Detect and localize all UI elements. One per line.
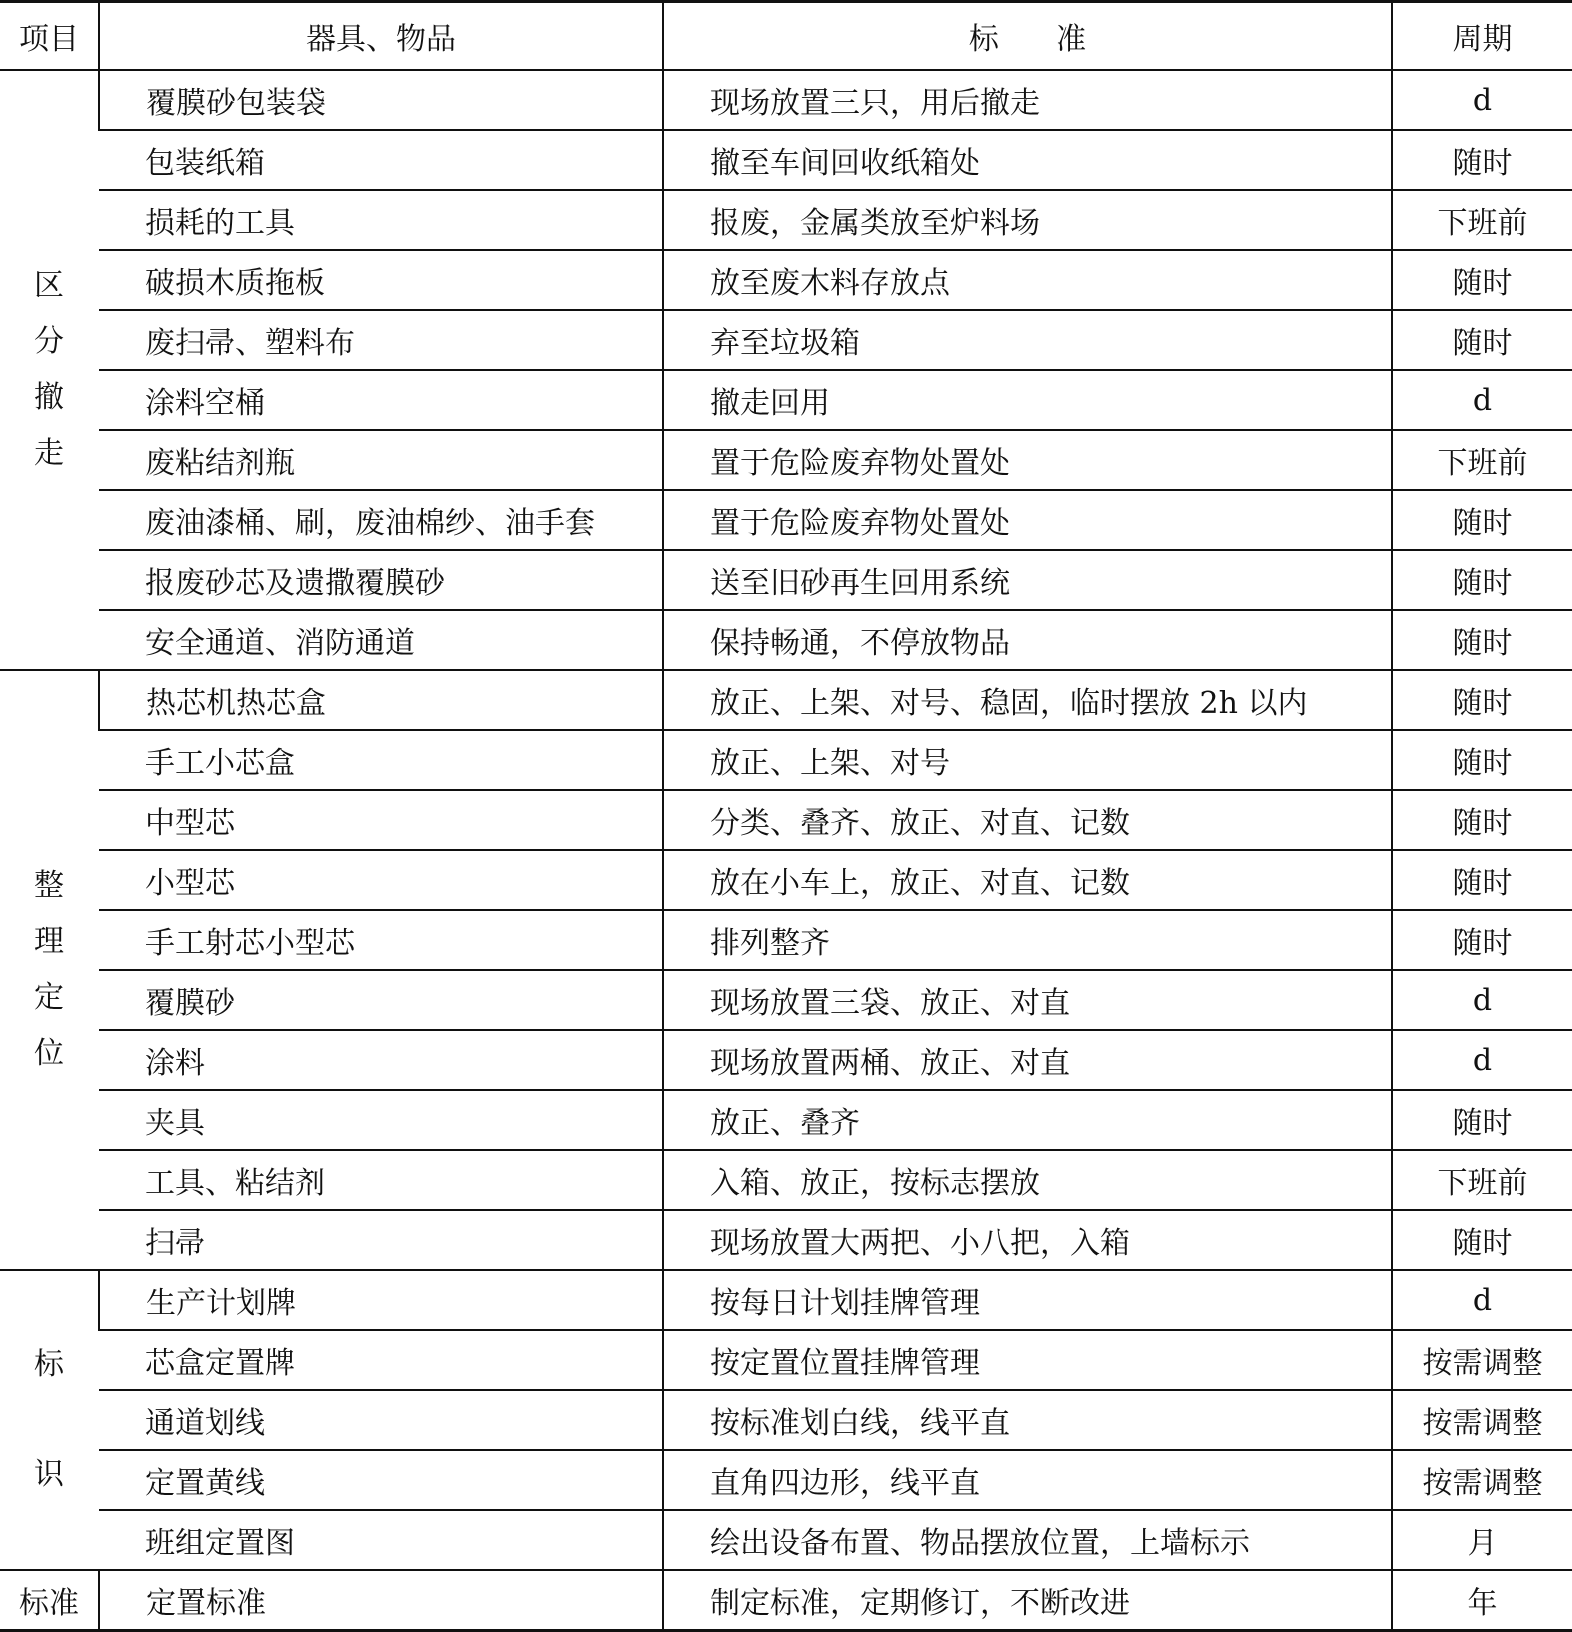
group-label-text: 标 识 (34, 1347, 64, 1492)
period-cell: d (1392, 1270, 1572, 1330)
table-row (0, 1270, 1572, 1330)
table-row (0, 550, 1572, 610)
table-row (0, 430, 1572, 490)
item-cell: 破损木质拖板 (99, 250, 663, 310)
standard-cell: 置于危险废弃物处置处 (663, 490, 1392, 550)
table-row (0, 970, 1572, 1030)
period-cell: 按需调整 (1392, 1390, 1572, 1450)
table-row (0, 190, 1572, 250)
period-cell: 随时 (1392, 670, 1572, 730)
item-cell: 报废砂芯及遗撒覆膜砂 (99, 550, 663, 610)
standard-cell: 现场放置三只，用后撤走 (663, 70, 1392, 130)
standard-cell: 置于危险废弃物处置处 (663, 430, 1392, 490)
item-cell: 定置黄线 (99, 1450, 663, 1510)
item-cell: 生产计划牌 (99, 1270, 663, 1330)
period-cell: 下班前 (1392, 1150, 1572, 1210)
item-cell: 安全通道、消防通道 (99, 610, 663, 670)
header-row (0, 2, 1572, 71)
standard-cell: 放正、上架、对号、稳固，临时摆放 2h 以内 (663, 670, 1392, 730)
period-cell: 随时 (1392, 610, 1572, 670)
period-cell: 按需调整 (1392, 1330, 1572, 1390)
group-label (0, 70, 99, 670)
standard-cell: 现场放置大两把、小八把，入箱 (663, 1210, 1392, 1270)
table-row (0, 1390, 1572, 1450)
table-row (0, 1570, 1572, 1631)
table-row (0, 670, 1572, 730)
table-row (0, 1150, 1572, 1210)
period-cell: d (1392, 1030, 1572, 1090)
group-label-text: 区 分 撤 走 (34, 268, 64, 471)
period-cell: 按需调整 (1392, 1450, 1572, 1510)
standard-cell: 送至旧砂再生回用系统 (663, 550, 1392, 610)
item-cell: 手工小芯盒 (99, 730, 663, 790)
period-cell: 随时 (1392, 730, 1572, 790)
item-cell: 热芯机热芯盒 (99, 670, 663, 730)
period-cell: 随时 (1392, 790, 1572, 850)
standard-cell: 报废，金属类放至炉料场 (663, 190, 1392, 250)
period-cell: 月 (1392, 1510, 1572, 1570)
standard-cell: 绘出设备布置、物品摆放位置，上墙标示 (663, 1510, 1392, 1570)
table-row (0, 490, 1572, 550)
item-cell: 班组定置图 (99, 1510, 663, 1570)
standard-cell: 排列整齐 (663, 910, 1392, 970)
header-period: 周期 (1392, 2, 1572, 71)
period-cell: 随时 (1392, 130, 1572, 190)
period-cell: 随时 (1392, 1210, 1572, 1270)
standard-cell: 按标准划白线，线平直 (663, 1390, 1392, 1450)
period-cell: 随时 (1392, 550, 1572, 610)
standard-cell: 直角四边形，线平直 (663, 1450, 1392, 1510)
table-row (0, 1090, 1572, 1150)
item-cell: 废油漆桶、刷，废油棉纱、油手套 (99, 490, 663, 550)
standard-cell: 撤走回用 (663, 370, 1392, 430)
group-label (0, 1270, 99, 1570)
item-cell: 中型芯 (99, 790, 663, 850)
item-cell: 涂料 (99, 1030, 663, 1090)
standard-cell: 分类、叠齐、放正、对直、记数 (663, 790, 1392, 850)
item-cell: 夹具 (99, 1090, 663, 1150)
period-cell: 随时 (1392, 850, 1572, 910)
standard-cell: 现场放置三袋、放正、对直 (663, 970, 1392, 1030)
item-cell: 通道划线 (99, 1390, 663, 1450)
table-row (0, 250, 1572, 310)
item-cell: 工具、粘结剂 (99, 1150, 663, 1210)
standard-cell: 弃至垃圾箱 (663, 310, 1392, 370)
item-cell: 覆膜砂包装袋 (99, 70, 663, 130)
standard-cell: 保持畅通，不停放物品 (663, 610, 1392, 670)
item-cell: 废粘结剂瓶 (99, 430, 663, 490)
item-cell: 涂料空桶 (99, 370, 663, 430)
period-cell: 随时 (1392, 1090, 1572, 1150)
item-cell: 定置标准 (99, 1570, 663, 1631)
table-row (0, 730, 1572, 790)
table-row (0, 610, 1572, 670)
table-row (0, 1330, 1572, 1390)
group-label-text: 标准 (19, 1586, 79, 1621)
period-cell: 随时 (1392, 490, 1572, 550)
item-cell: 小型芯 (99, 850, 663, 910)
table-row (0, 1210, 1572, 1270)
table-row (0, 130, 1572, 190)
standard-cell: 放至废木料存放点 (663, 250, 1392, 310)
item-cell: 损耗的工具 (99, 190, 663, 250)
period-cell: 随时 (1392, 310, 1572, 370)
item-cell: 覆膜砂 (99, 970, 663, 1030)
item-cell: 芯盒定置牌 (99, 1330, 663, 1390)
standard-cell: 放在小车上，放正、对直、记数 (663, 850, 1392, 910)
standard-cell: 按每日计划挂牌管理 (663, 1270, 1392, 1330)
table-row (0, 850, 1572, 910)
group-label (0, 670, 99, 1270)
table-body (0, 70, 1572, 1631)
period-cell: d (1392, 70, 1572, 130)
standard-cell: 放正、上架、对号 (663, 730, 1392, 790)
table-row (0, 1450, 1572, 1510)
header-project: 项目 (0, 2, 99, 71)
standard-cell: 放正、叠齐 (663, 1090, 1392, 1150)
group-label-text: 整 理 定 位 (34, 868, 64, 1071)
period-cell: 下班前 (1392, 190, 1572, 250)
table-row (0, 910, 1572, 970)
table-row (0, 790, 1572, 850)
standard-cell: 撤至车间回收纸箱处 (663, 130, 1392, 190)
period-cell: 年 (1392, 1570, 1572, 1631)
table-row (0, 70, 1572, 130)
period-cell: d (1392, 370, 1572, 430)
table-row (0, 1510, 1572, 1570)
item-cell: 废扫帚、塑料布 (99, 310, 663, 370)
period-cell: d (1392, 970, 1572, 1030)
standard-cell: 现场放置两桶、放正、对直 (663, 1030, 1392, 1090)
table-row (0, 310, 1572, 370)
standard-cell: 按定置位置挂牌管理 (663, 1330, 1392, 1390)
item-cell: 扫帚 (99, 1210, 663, 1270)
period-cell: 随时 (1392, 910, 1572, 970)
header-item: 器具、物品 (99, 2, 663, 71)
table-row (0, 1030, 1572, 1090)
standard-cell: 制定标准，定期修订，不断改进 (663, 1570, 1392, 1631)
item-cell: 手工射芯小型芯 (99, 910, 663, 970)
standard-cell: 入箱、放正，按标志摆放 (663, 1150, 1392, 1210)
header-standard: 标 准 (663, 2, 1392, 71)
period-cell: 随时 (1392, 250, 1572, 310)
period-cell: 下班前 (1392, 430, 1572, 490)
table-row (0, 370, 1572, 430)
group-label (0, 1570, 99, 1631)
item-cell: 包装纸箱 (99, 130, 663, 190)
